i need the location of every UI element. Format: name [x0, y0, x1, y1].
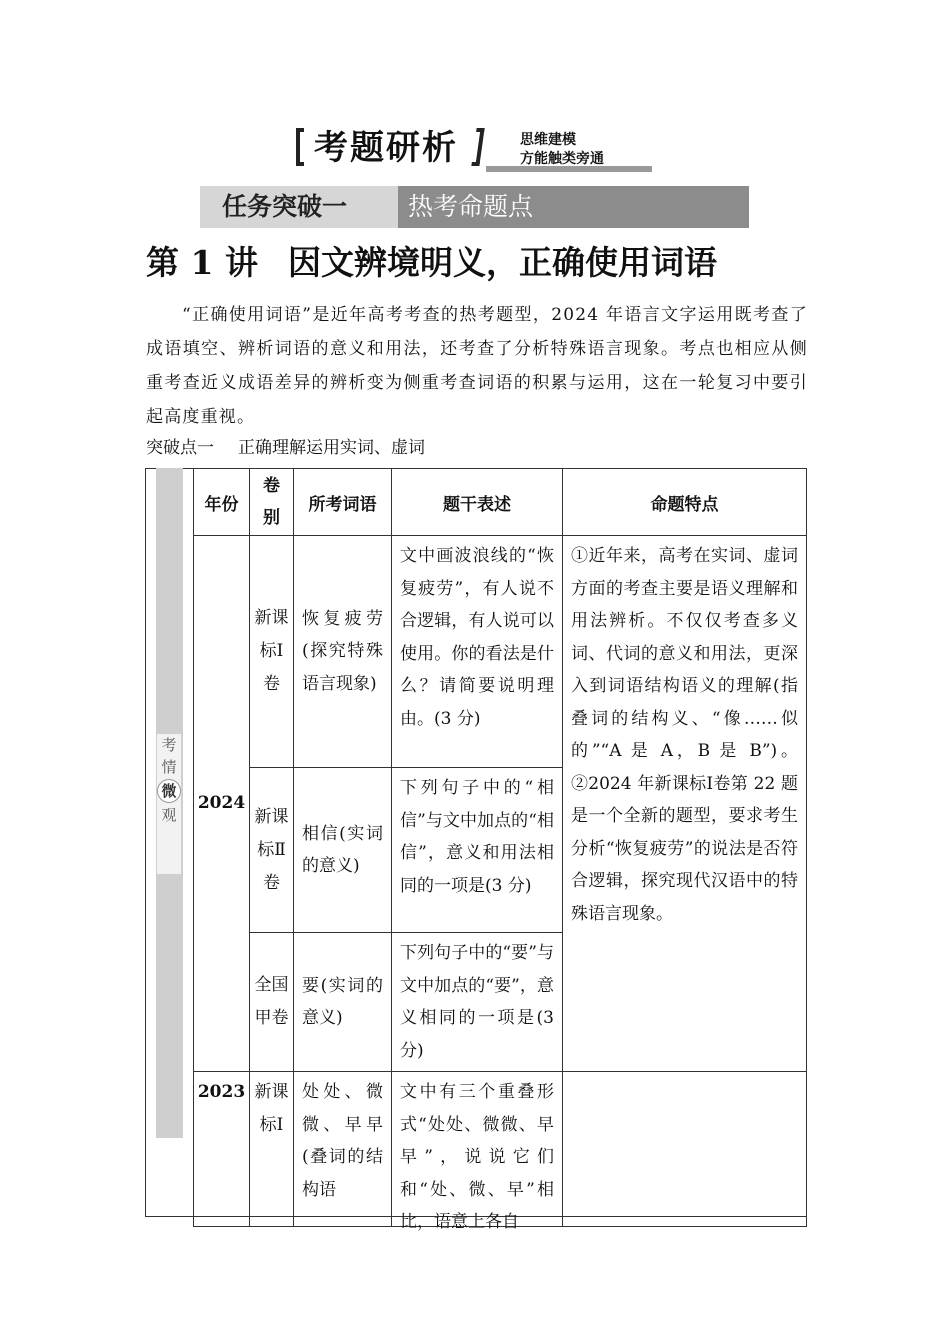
- question-cell: 下列句子中的“要”与文中加点的“要”，意义相同的一项是(3 分): [392, 933, 563, 1072]
- lecture-number: 第 1 讲: [146, 243, 258, 282]
- year-cell: 2024: [194, 536, 250, 1072]
- banner-title: 考题研析: [314, 128, 458, 168]
- header-features: 命题特点: [563, 469, 807, 536]
- exam-table: [193, 468, 807, 1232]
- right-bracket: [471, 128, 484, 166]
- side-label-badge: 微: [157, 779, 181, 803]
- lecture-heading: [146, 240, 717, 286]
- breakthrough-label: 突破点一: [146, 438, 214, 458]
- side-label-bottom: 观: [161, 806, 177, 824]
- word-cell: 相信(实词的意义): [294, 768, 392, 933]
- task-topic: 热考命题点: [398, 186, 749, 228]
- paper-cell: 新课标Ⅰ卷: [250, 536, 294, 768]
- word-text: 处处、微微、早早(叠词的结构语: [302, 1082, 383, 1200]
- side-label: [157, 734, 181, 874]
- word-cell: 恢复疲劳(探究特殊语言现象): [294, 536, 392, 768]
- table-row: [194, 536, 807, 768]
- intro-paragraph: “正确使用词语”是近年高考考查的热考题型，2024 年语言文字运用既考查了成语填空、辨析词语的意义和用法，还考查了分析特殊语言现象。考点也相应从侧重考查近义成语差异的辨析变为侧重考查词语的积累与运用，这在一轮复习中要引起高度重视。: [146, 305, 808, 427]
- header-year: 年份: [194, 469, 250, 536]
- question-cell: [392, 1072, 563, 1232]
- lecture-title: 因文辨境明义，正确使用词语: [287, 243, 717, 282]
- banner-subtitle-2: 方能触类旁通: [520, 151, 604, 167]
- word-cell: [294, 1072, 392, 1227]
- paper-cell: 新课标Ⅱ卷: [250, 768, 294, 933]
- header-question: 题干表述: [392, 469, 563, 536]
- paper-cell: 全国甲卷: [250, 933, 294, 1072]
- side-label-mid: 情: [161, 758, 177, 776]
- task-bar: [200, 186, 749, 228]
- question-cell: 文中画波浪线的“恢复疲劳”，有人说不合逻辑，有人说可以使用。你的看法是什么？请简要说明理由。(3 分): [392, 536, 563, 768]
- left-bracket: [296, 128, 304, 166]
- table-row: [194, 1072, 807, 1227]
- banner-subtitle-1: 思维建模: [520, 132, 576, 148]
- paper-cell: 新课标Ⅰ: [250, 1072, 294, 1227]
- breakthrough-title: 正确理解运用实词、虚词: [238, 438, 425, 458]
- header-paper: 卷别: [250, 469, 294, 536]
- breakthrough-heading: [146, 434, 425, 462]
- table-header-row: [194, 469, 807, 536]
- header-word: 所考词语: [294, 469, 392, 536]
- task-label: 任务突破一: [200, 186, 398, 228]
- empty-cell: [563, 1072, 807, 1227]
- year-cell: 2023: [194, 1072, 250, 1227]
- question-text: 文中有三个重叠形式“处处、微微、早早”，说说它们和“处、微、早”相比，语意上各自: [400, 1082, 554, 1232]
- section-banner: [296, 126, 656, 174]
- question-cell: 下列句子中的“相信”与文中加点的“相信”，意义和用法相同的一项是(3 分): [392, 768, 563, 933]
- features-cell: ①近年来，高考在实词、虚词方面的考查主要是语义理解和用法辨析。不仅仅考查多义词、代词的意义和用法，更深入到词语结构语义的理解(指叠词的结构义、“像……似的”“A 是 A，B 是 B”)。②2024 年新课标Ⅰ卷第 22 题是一个全新的题型，要求考生分析“恢复疲劳”的说法是否符合逻辑，探究现代汉语中的特殊语言现象。: [563, 536, 807, 1072]
- word-cell: 要(实词的意义): [294, 933, 392, 1072]
- side-label-top: 考: [161, 736, 177, 754]
